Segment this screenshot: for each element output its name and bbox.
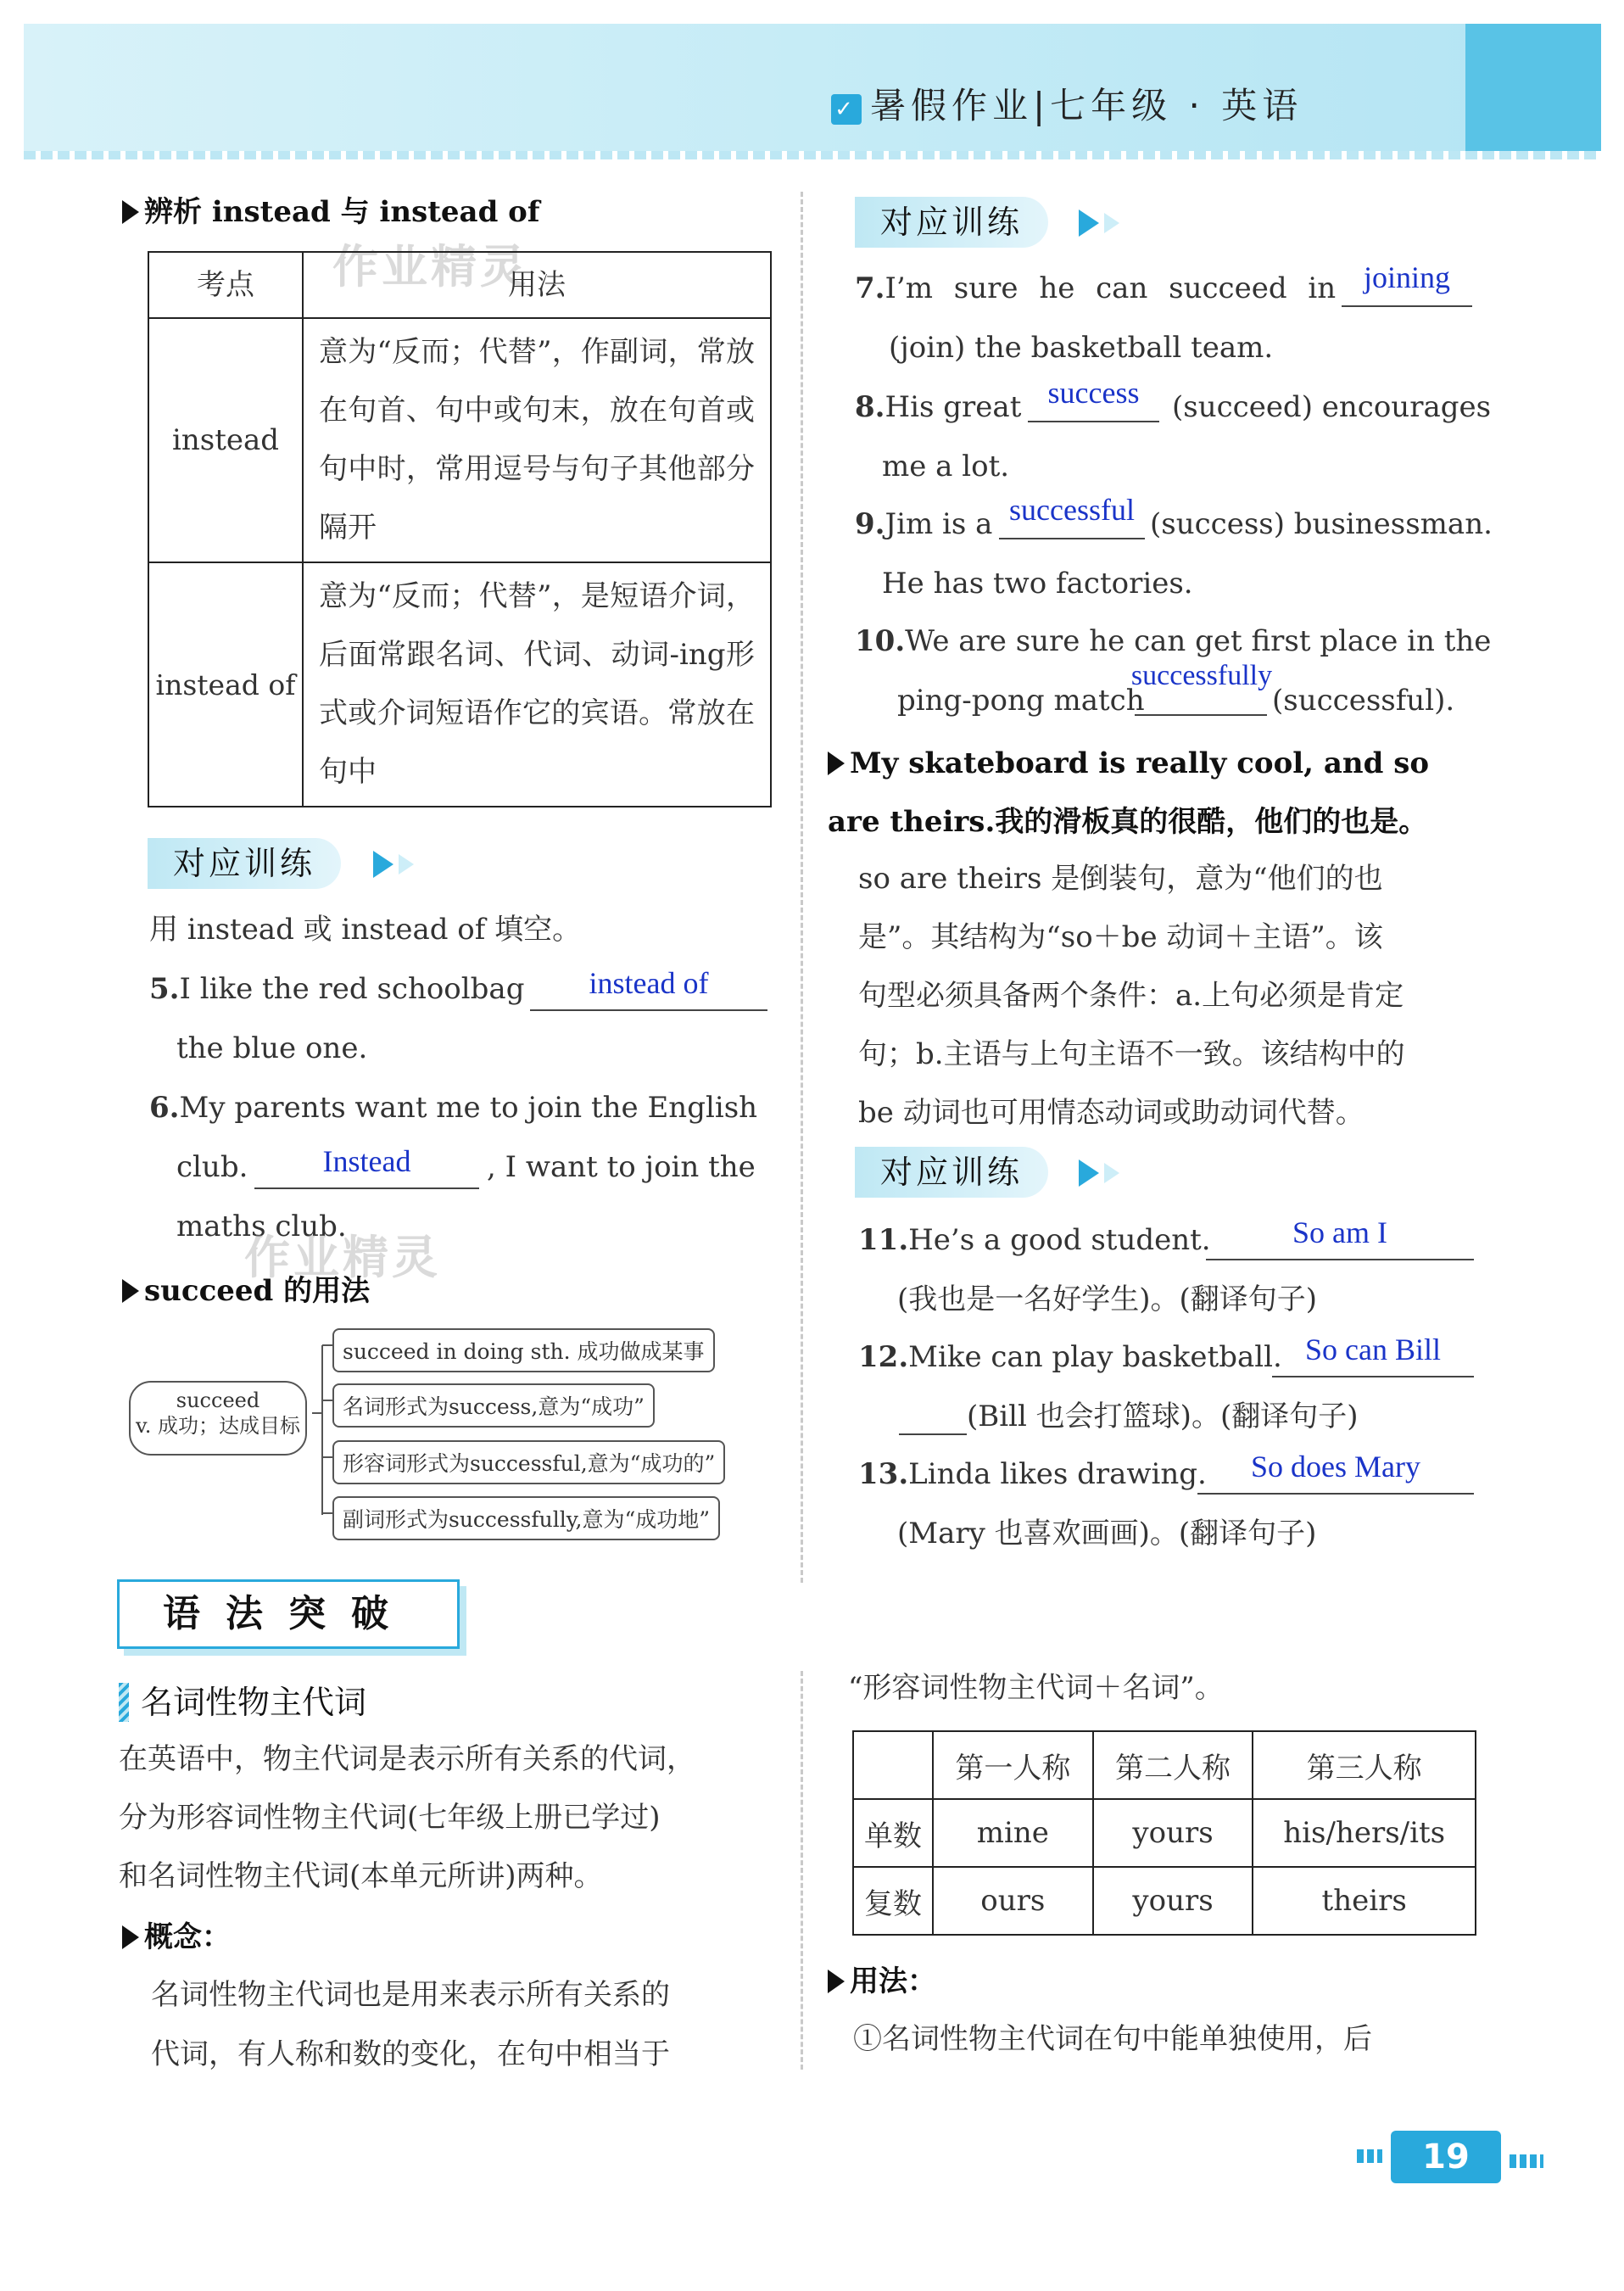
note-title-succeed: succeed 的用法 bbox=[122, 1267, 370, 1309]
question-text: His great bbox=[885, 390, 1022, 424]
question-text: maths club. bbox=[176, 1210, 347, 1243]
usage-title: 用法： bbox=[828, 1958, 936, 1999]
question-text: club. bbox=[176, 1150, 248, 1184]
question-number: 6. bbox=[149, 1091, 180, 1125]
arrow-icon bbox=[1079, 1159, 1099, 1187]
watermark: 作业精灵 bbox=[244, 1230, 441, 1284]
arrow-icon bbox=[1079, 210, 1099, 237]
section-title: 名词性物主代词 bbox=[141, 1684, 367, 1721]
question-text: (Bill 也会打篮球)。(翻译句子) bbox=[967, 1400, 1359, 1433]
question-text: , I want to join the bbox=[487, 1150, 756, 1184]
page-deco bbox=[1357, 2149, 1382, 2163]
concept-line: 代词，有人称和数的变化，在句中相当于 bbox=[151, 2037, 670, 2071]
table-cell: mine bbox=[933, 1799, 1093, 1867]
question-text: Mike can play basketball. bbox=[908, 1340, 1282, 1374]
question-text: (successful). bbox=[1272, 684, 1455, 718]
question-text: (Mary 也喜欢画画)。(翻译句子) bbox=[897, 1517, 1317, 1551]
question-text: Linda likes drawing. bbox=[908, 1457, 1207, 1491]
answer-text: successfully bbox=[1130, 660, 1273, 691]
header-stripe bbox=[24, 151, 1601, 159]
answer-blank[interactable] bbox=[1197, 1493, 1474, 1495]
mindmap-center bbox=[129, 1381, 307, 1456]
table-value-cell: 意为“反而；代替”，作副词，常放在句首、句中或句末，放在句首或句中时，常用逗号与句子其他部分隔开 bbox=[303, 318, 771, 562]
triangle-bullet-icon bbox=[828, 1970, 845, 1993]
table-header-cell: 用法 bbox=[303, 252, 771, 318]
table-header-cell: 第三人称 bbox=[1253, 1731, 1476, 1799]
question-text: I’m sure he can succeed in bbox=[885, 271, 1337, 305]
intro-line: 分为形容词性物主代词(七年级上册已学过) bbox=[119, 1801, 661, 1835]
table-cell: ours bbox=[933, 1867, 1093, 1935]
header-accent-bar bbox=[1465, 24, 1601, 151]
table-header-cell bbox=[853, 1731, 933, 1799]
header-band bbox=[24, 24, 1601, 151]
question-text: Jim is a bbox=[885, 507, 993, 541]
intro-line: 在英语中，物主代词是表示所有关系的代词， bbox=[119, 1742, 695, 1776]
question-text: (success) businessman. bbox=[1150, 507, 1493, 541]
note-body-line: 句；b.主语与上句主语不一致。该结构中的 bbox=[858, 1037, 1405, 1071]
right-intro: “形容词性物主代词＋名词”。 bbox=[848, 1671, 1224, 1705]
note-title-instead: 辨析 instead 与 instead of bbox=[122, 188, 540, 230]
table-header-cell: 考点 bbox=[148, 252, 303, 318]
mindmap-center-def: v. 成功；达成目标 bbox=[136, 1414, 300, 1438]
question-number: 8. bbox=[855, 390, 885, 424]
grammar-banner: 语法突破 bbox=[117, 1579, 460, 1649]
table-header-cell: 第一人称 bbox=[933, 1731, 1093, 1799]
question-text: ping-pong match bbox=[897, 684, 1145, 718]
pronoun-table bbox=[852, 1730, 1476, 1936]
answer-text: success bbox=[1047, 376, 1140, 410]
table-key-cell: instead of bbox=[148, 562, 303, 807]
mindmap-branch: 副词形式为successfully,意为“成功地” bbox=[332, 1496, 720, 1540]
question-text: the blue one. bbox=[176, 1031, 368, 1065]
concept-title: 概念： bbox=[122, 1914, 231, 1955]
answer-blank[interactable] bbox=[899, 1433, 967, 1435]
usage-line: ①名词性物主代词在句中能单独使用，后 bbox=[853, 2022, 1372, 2056]
table-row-header: 单数 bbox=[853, 1799, 933, 1867]
check-square-icon: ✓ bbox=[831, 94, 862, 125]
triangle-bullet-icon bbox=[122, 200, 139, 224]
answer-blank[interactable] bbox=[999, 538, 1145, 539]
question-text: He has two factories. bbox=[882, 567, 1193, 601]
table-cell: theirs bbox=[1253, 1867, 1476, 1935]
question-text: (join) the basketball team. bbox=[889, 331, 1274, 365]
question-text: (succeed) encourages bbox=[1172, 390, 1492, 424]
note-body-line: so are theirs 是倒装句，意为“他们的也 bbox=[858, 862, 1383, 896]
table-cell: his/hers/its bbox=[1253, 1799, 1476, 1867]
question-number: 11. bbox=[858, 1223, 909, 1257]
table-cell: yours bbox=[1093, 1867, 1253, 1935]
column-divider-top bbox=[801, 192, 803, 1583]
mindmap-branch: succeed in doing sth. 成功做成某事 bbox=[332, 1328, 715, 1372]
question-number: 9. bbox=[855, 507, 885, 541]
answer-blank[interactable] bbox=[1272, 1376, 1474, 1377]
mindmap-branch: 形容词形式为successful,意为“成功的” bbox=[332, 1440, 725, 1484]
question-number: 13. bbox=[858, 1457, 909, 1491]
question-text: My parents want me to join the English bbox=[179, 1091, 758, 1125]
answer-text: instead of bbox=[589, 966, 709, 1000]
note-title-so-are-theirs: My skateboard is really cool, and so are theirs.我的滑板真的很酷，他们的也是。 bbox=[828, 746, 1430, 839]
header-title bbox=[831, 78, 1303, 129]
note-body-line: 句型必须具备两个条件：a.上句必须是肯定 bbox=[858, 979, 1404, 1013]
triangle-bullet-icon bbox=[828, 752, 845, 775]
arrow-icon bbox=[1104, 213, 1119, 233]
answer-text: joining bbox=[1363, 260, 1450, 294]
instead-table bbox=[148, 251, 772, 807]
mindmap-branch: 名词形式为success,意为“成功” bbox=[332, 1383, 655, 1428]
triangle-bullet-icon bbox=[122, 1925, 139, 1949]
page-number: 19 bbox=[1391, 2131, 1501, 2183]
answer-text: So am I bbox=[1292, 1215, 1387, 1249]
question-number: 7. bbox=[855, 271, 885, 305]
answer-blank[interactable] bbox=[254, 1187, 479, 1189]
watermark: 作业精灵 bbox=[332, 239, 529, 293]
question-number: 10. bbox=[855, 624, 906, 658]
table-value-cell: 意为“反而；代替”，是短语介词，后面常跟名词、代词、动词-ing形式或介词短语作它的宾语。常放在句中 bbox=[303, 562, 771, 807]
triangle-bullet-icon bbox=[122, 1279, 139, 1303]
answer-text: successful bbox=[1009, 493, 1135, 527]
practice-tag: 对应训练 bbox=[855, 1147, 1048, 1198]
answer-text: Instead bbox=[322, 1144, 411, 1178]
arrow-icon bbox=[399, 854, 414, 874]
question-text: We are sure he can get first place in the bbox=[905, 624, 1492, 658]
question-number: 12. bbox=[858, 1340, 909, 1374]
practice-tag: 对应训练 bbox=[148, 838, 341, 889]
table-header-cell: 第二人称 bbox=[1093, 1731, 1253, 1799]
header-title-text: 暑假作业|七年级 · 英语 bbox=[870, 85, 1303, 126]
answer-text: So can Bill bbox=[1305, 1333, 1441, 1366]
table-key-cell: instead bbox=[148, 318, 303, 562]
column-divider-bottom bbox=[801, 1671, 803, 2070]
answer-blank[interactable] bbox=[1342, 305, 1472, 307]
question-text: I like the red schoolbag bbox=[179, 972, 525, 1006]
answer-blank[interactable] bbox=[1135, 714, 1267, 716]
answer-blank[interactable] bbox=[530, 1009, 767, 1011]
answer-blank[interactable] bbox=[1206, 1259, 1474, 1260]
instruction-text: 用 instead 或 instead of 填空。 bbox=[149, 913, 582, 947]
mindmap-center-word: succeed bbox=[176, 1389, 260, 1412]
table-row-header: 复数 bbox=[853, 1867, 933, 1935]
arrow-icon bbox=[1104, 1163, 1119, 1183]
concept-line: 名词性物主代词也是用来表示所有关系的 bbox=[151, 1978, 670, 2012]
question-text: He’s a good student. bbox=[908, 1223, 1211, 1257]
note-body-line: be 动词也可用情态动词或助动词代替。 bbox=[858, 1096, 1364, 1130]
note-body-line: 是”。其结构为“so＋be 动词＋主语”。该 bbox=[858, 920, 1383, 954]
intro-line: 和名词性物主代词(本单元所讲)两种。 bbox=[119, 1859, 603, 1893]
arrow-icon bbox=[373, 851, 393, 878]
answer-text: So does Mary bbox=[1251, 1450, 1420, 1484]
question-text: me a lot. bbox=[882, 450, 1010, 483]
answer-blank[interactable] bbox=[1028, 421, 1159, 422]
question-text: (我也是一名好学生)。(翻译句子) bbox=[897, 1282, 1318, 1316]
practice-tag: 对应训练 bbox=[855, 197, 1048, 248]
section-marker-icon bbox=[119, 1683, 129, 1722]
question-number: 5. bbox=[149, 972, 180, 1006]
table-cell: yours bbox=[1093, 1799, 1253, 1867]
page-deco bbox=[1510, 2154, 1543, 2168]
